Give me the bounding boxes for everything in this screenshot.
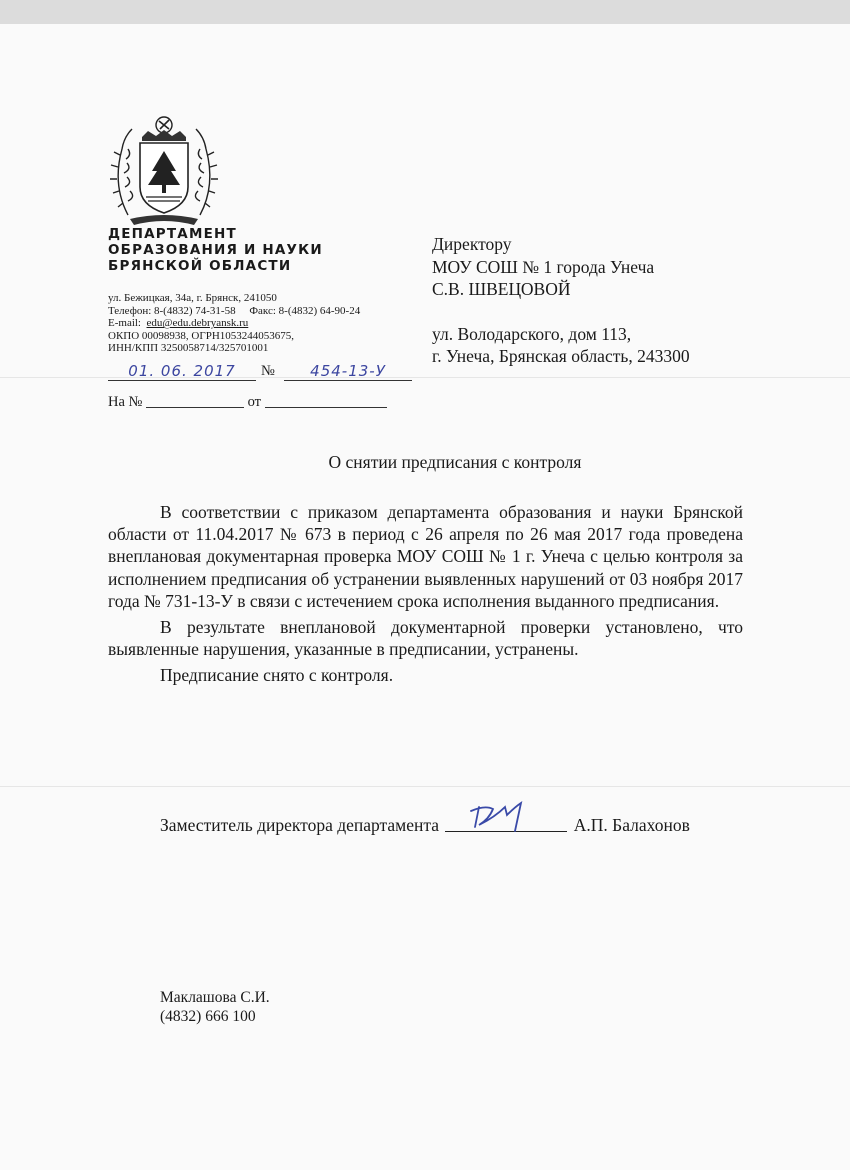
- body-paragraph: В соответствии с приказом департамента образования и науки Брянской области от 11.04.2017 № 673 в период с 26 апреля по 26 мая 2017 года проведена внеплановая документарная проверка МОУ СОШ № 1 г. Унеча с целью контроля за исполнением предписания об устранении выявленных нарушений от 03 ноября 2017 года № 731-13-У в связи с истечением срока исполнения выданного предписания.: [108, 502, 743, 611]
- executor-name: Маклашова С.И.: [160, 989, 270, 1006]
- registration-date: 01. 06. 2017: [108, 362, 256, 381]
- reply-number-label: На №: [108, 394, 143, 410]
- org-name-line: БРЯНСКОЙ ОБЛАСТИ: [108, 258, 292, 274]
- body-paragraph: Предписание снято с контроля.: [160, 665, 394, 686]
- reply-reference-line: [108, 394, 387, 411]
- letter-subject: О снятии предписания с контроля: [328, 452, 582, 472]
- email-label: E-mail:: [108, 317, 144, 330]
- organization-contacts: [108, 292, 360, 355]
- reply-number-blank: [146, 407, 244, 408]
- reply-from-label: от: [247, 394, 262, 410]
- registration-line: [108, 362, 413, 382]
- executor-block: [160, 988, 270, 1026]
- addressee-block: [432, 233, 690, 368]
- addressee-line: МОУ СОШ № 1 города Унеча: [432, 256, 655, 277]
- org-okpo: ОКПО 00098938, ОГРН1053244053675,: [108, 329, 295, 342]
- org-name-line: ОБРАЗОВАНИЯ И НАУКИ: [108, 242, 323, 258]
- email-link[interactable]: edu@edu.debryansk.ru: [146, 317, 249, 330]
- signature-block: [160, 815, 690, 836]
- body-paragraph: В результате внеплановой документарной проверки установлено, что выявленные нарушения, указанные в предписании, устранены.: [108, 617, 743, 660]
- reply-date-blank: [265, 407, 387, 408]
- addressee-line: С.В. ШВЕЦОВОЙ: [432, 279, 571, 299]
- org-email-row: [108, 317, 360, 330]
- letter-body: [108, 501, 743, 691]
- signer-name: А.П. Балахонов: [573, 815, 690, 835]
- signer-position: Заместитель директора департамента: [160, 815, 440, 835]
- org-name-line: ДЕПАРТАМЕНТ: [108, 226, 237, 242]
- addressee-line: Директору: [432, 234, 512, 254]
- signature-line: [445, 815, 567, 832]
- registration-number: 454-13-У: [284, 362, 412, 381]
- paper-fold-line: [0, 786, 850, 787]
- addressee-line: г. Унеча, Брянская область, 243300: [432, 346, 690, 366]
- number-label: №: [261, 363, 275, 379]
- organization-name: [108, 226, 323, 274]
- handwritten-signature: [451, 797, 551, 837]
- org-address: ул. Бежицкая, 34а, г. Брянск, 241050: [108, 292, 277, 304]
- coat-of-arms-emblem: [108, 115, 220, 230]
- org-phone-fax: Телефон: 8-(4832) 74-31-58 Факс: 8-(4832) 64-90-24: [108, 304, 361, 317]
- org-inn: ИНН/КПП 3250058714/325701001: [108, 342, 269, 355]
- executor-phone: (4832) 666 100: [160, 1008, 256, 1025]
- addressee-line: ул. Володарского, дом 113,: [432, 323, 632, 344]
